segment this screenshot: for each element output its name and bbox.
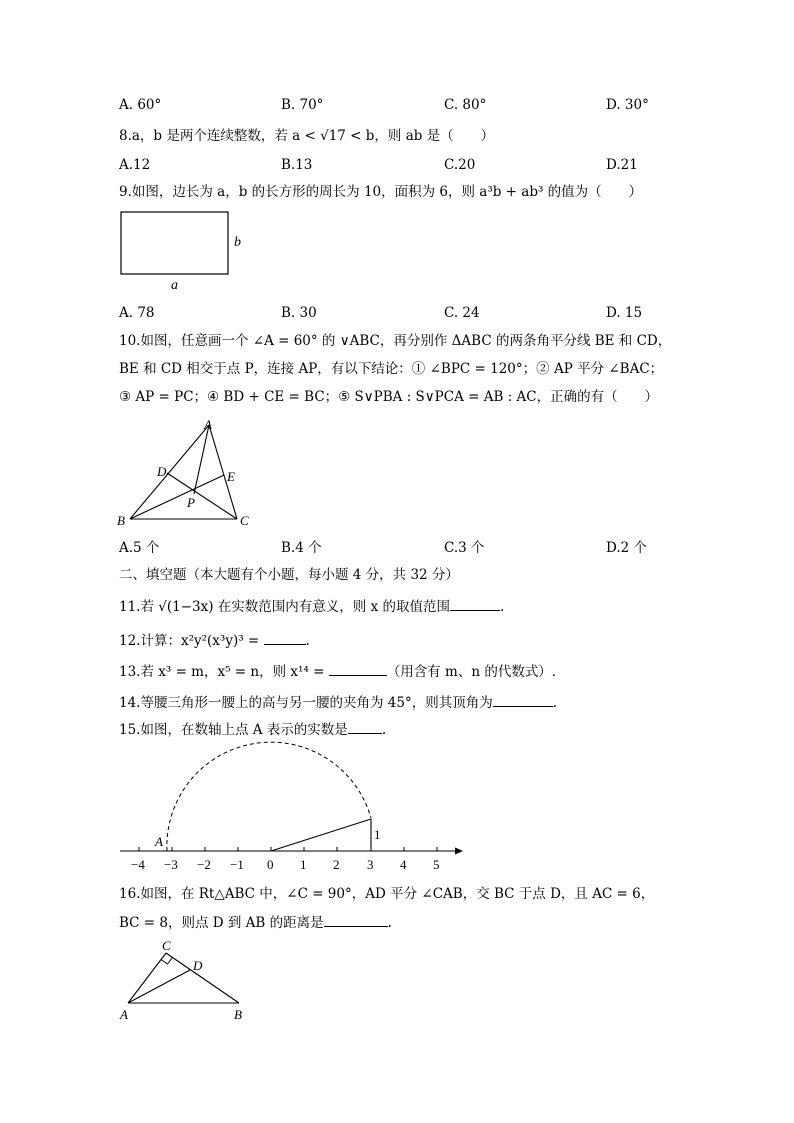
q9-option-c: C. 24 (444, 305, 480, 321)
q10-point-d: D (157, 464, 167, 479)
q7-option-c: C. 80° (444, 97, 487, 113)
q9-label-a: a (171, 278, 178, 293)
q10-line2: BE 和 CD 相交于点 P，连接 AP，有以下结论：① ∠BPC = 120°；② AP 平分 ∠BAC； (119, 361, 664, 377)
q15-tick-neg1: −1 (230, 857, 244, 872)
q14-answer-blank[interactable] (493, 693, 553, 707)
q8-option-d: D.21 (606, 157, 638, 173)
q15-tick-3: 3 (367, 857, 374, 872)
q16-point-d: D (193, 958, 203, 973)
q8-option-a: A.12 (119, 157, 151, 173)
q14-period: . (552, 695, 557, 711)
q15-tick-neg3: −3 (164, 857, 178, 872)
q16-answer-blank[interactable] (324, 913, 388, 927)
q15-tick-neg4: −4 (131, 857, 145, 872)
q10-point-a: A (204, 417, 212, 432)
q16-point-c: C (162, 938, 171, 953)
q15-period: . (381, 722, 387, 738)
q16-point-b: B (234, 1007, 242, 1022)
q15-tick-2: 2 (333, 857, 340, 872)
q16-line2 (119, 913, 392, 932)
q12-period: . (305, 633, 310, 649)
q15-ticks (139, 847, 437, 851)
q16-period: . (387, 915, 392, 931)
q15-answer-blank[interactable] (348, 720, 382, 734)
q7-option-b: B. 70° (281, 97, 324, 113)
q15 (119, 720, 386, 739)
q9-rectangle-figure (115, 205, 255, 297)
q14 (119, 693, 557, 712)
q11-answer-blank[interactable] (450, 597, 500, 611)
q9-option-d: D. 15 (606, 305, 643, 321)
q9-label-b: b (234, 235, 241, 250)
q7-option-a: A. 60° (119, 97, 162, 113)
q16-text: BC = 8，则点 D 到 AB 的距离是 (119, 915, 324, 931)
q13 (119, 662, 556, 681)
q10-line3: ③ AP = PC；④ BD + CE = BC；⑤ S∨PBA : S∨PCA = AB : AC，正确的有（ ） (119, 389, 659, 405)
q15-text: 15.如图，在数轴上点 A 表示的实数是 (119, 722, 348, 738)
q11-text: 11.若 √(1−3x) 在实数范围内有意义，则 x 的取值范围 (119, 599, 450, 615)
q10-option-a: A.5 个 (119, 540, 160, 556)
q15-tick-0: 0 (267, 857, 274, 872)
q15-point-a: A (155, 834, 163, 849)
q13-text: 13.若 x³ = m，x⁵ = n，则 x¹⁴ = (119, 664, 325, 680)
q16-point-a: A (120, 1007, 128, 1022)
q16-right-triangle-figure (115, 936, 265, 1024)
q15-height-label: 1 (374, 827, 381, 842)
q10-option-d: D.2 个 (606, 540, 648, 556)
q10-point-e: E (227, 469, 235, 484)
q15-tick-4: 4 (400, 857, 407, 872)
q8-stem: 8.a，b 是两个连续整数，若 a < √17 < b，则 ab 是（ ） (119, 128, 495, 144)
q12 (119, 631, 310, 650)
q12-text: 12.计算：x²y²(x³y)³ = (119, 633, 260, 649)
q7-option-d: D. 30° (606, 97, 649, 113)
q10-triangle-figure (115, 415, 265, 533)
q15-tick-1: 1 (300, 857, 307, 872)
q10-option-c: C.3 个 (444, 540, 485, 556)
q10-line1: 10.如图，任意画一个 ∠A = 60° 的 ∨ABC，再分别作 ΔABC 的两条角平分线 BE 和 CD， (119, 333, 672, 349)
q10-point-p: P (187, 495, 195, 510)
q15-tick-5: 5 (433, 857, 440, 872)
q9-option-a: A. 78 (119, 305, 155, 321)
section-title: 二、填空题（本大题有个小题，每小题 4 分，共 32 分） (119, 567, 459, 583)
q12-answer-blank[interactable] (264, 631, 306, 645)
q9-option-b: B. 30 (281, 305, 317, 321)
q8-option-c: C.20 (444, 157, 476, 173)
q13-note: （用含有 m、n 的代数式）. (386, 664, 557, 680)
q10-option-b: B.4 个 (281, 540, 322, 556)
q10-point-b: B (117, 513, 125, 528)
q15-tick-neg2: −2 (197, 857, 211, 872)
q11 (119, 597, 504, 616)
q10-point-c: C (240, 513, 249, 528)
q13-answer-blank[interactable] (329, 662, 387, 676)
q11-period: . (500, 599, 505, 615)
q16-line1: 16.如图，在 Rt△ABC 中，∠C = 90°，AD 平分 ∠CAB，交 BC 于点 D，且 AC = 6， (119, 886, 655, 902)
q9-stem: 9.如图，边长为 a，b 的长方形的周长为 10，面积为 6，则 a³b + ab³ 的值为（ ） (119, 184, 643, 200)
q8-option-b: B.13 (281, 157, 313, 173)
q15-number-line-figure (115, 750, 475, 878)
q14-text: 14.等腰三角形一腰上的高与另一腰的夹角为 45°，则其顶角为 (119, 695, 493, 711)
